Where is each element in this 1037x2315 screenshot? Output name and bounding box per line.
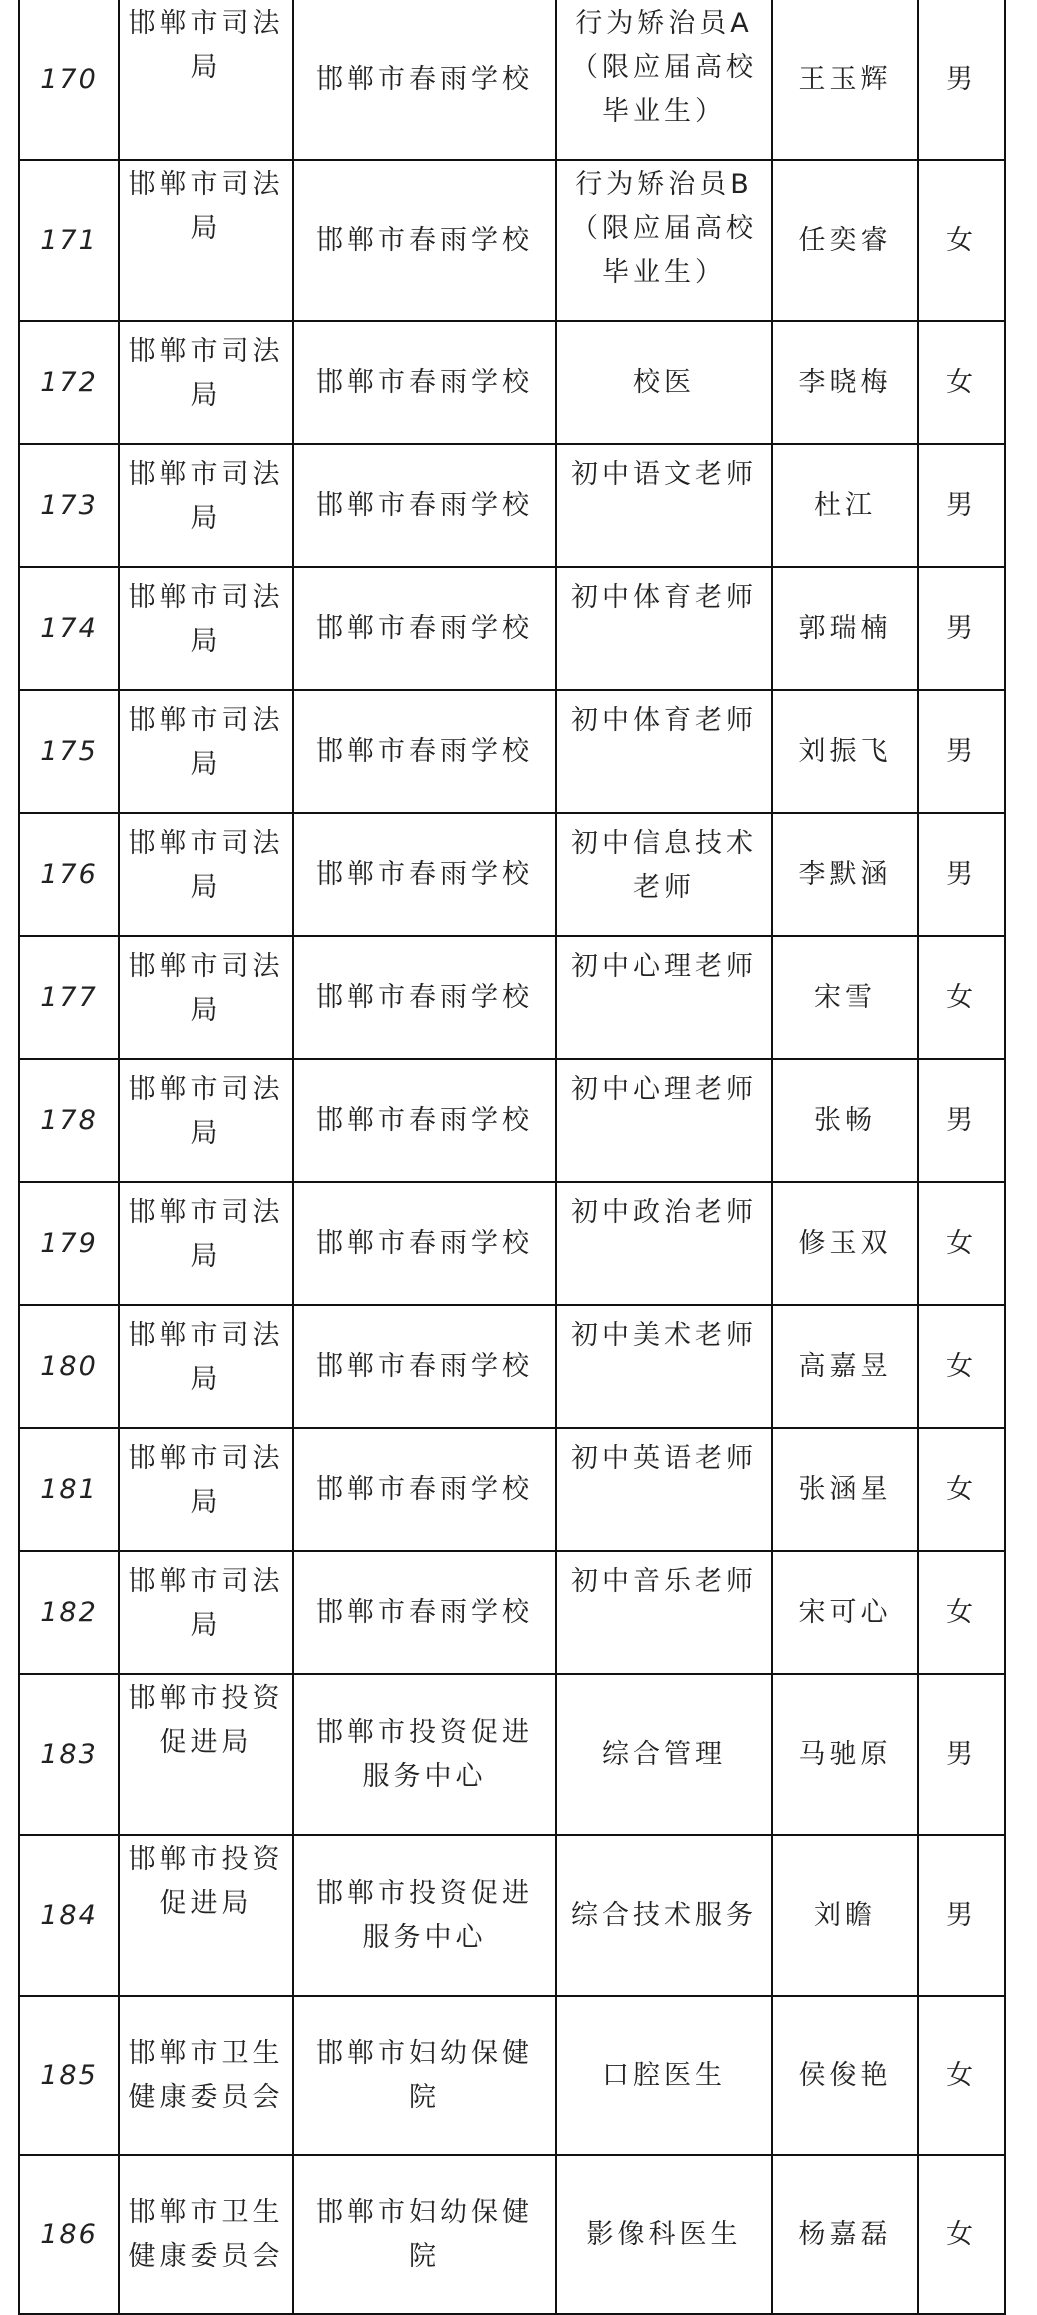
- gender-cell: 男: [918, 1674, 1005, 1835]
- department-cell: 邯郸市司法局: [119, 1059, 293, 1182]
- position-cell: 初中心理老师: [556, 1059, 772, 1182]
- position-cell: 综合技术服务: [556, 1835, 772, 1996]
- name-cell: 马驰原: [772, 1674, 918, 1835]
- position-cell: 初中语文老师: [556, 444, 772, 567]
- name-cell: 宋雪: [772, 936, 918, 1059]
- unit-cell: 邯郸市春雨学校: [293, 321, 556, 444]
- row-number: 176: [19, 813, 119, 936]
- table-row: [19, 1674, 1005, 1835]
- department-cell: 邯郸市卫生健康委员会: [119, 1996, 293, 2155]
- department-cell: 邯郸市司法局: [119, 813, 293, 936]
- row-number: 175: [19, 690, 119, 813]
- unit-cell: 邯郸市春雨学校: [293, 1059, 556, 1182]
- gender-cell: 男: [918, 690, 1005, 813]
- gender-cell: 女: [918, 1428, 1005, 1551]
- row-number: 183: [19, 1674, 119, 1835]
- name-cell: 张畅: [772, 1059, 918, 1182]
- department-cell: 邯郸市司法局: [119, 567, 293, 690]
- unit-cell: 邯郸市春雨学校: [293, 1551, 556, 1674]
- row-number: 178: [19, 1059, 119, 1182]
- row-number: 174: [19, 567, 119, 690]
- table-row: [19, 1428, 1005, 1551]
- position-cell: 初中美术老师: [556, 1305, 772, 1428]
- position-cell: 初中体育老师: [556, 567, 772, 690]
- name-cell: 张涵星: [772, 1428, 918, 1551]
- gender-cell: 女: [918, 321, 1005, 444]
- position-cell: 行为矫治员B（限应届高校毕业生）: [556, 160, 772, 321]
- name-cell: 郭瑞楠: [772, 567, 918, 690]
- name-cell: 高嘉昱: [772, 1305, 918, 1428]
- row-number: 184: [19, 1835, 119, 1996]
- row-number: 170: [19, 0, 119, 160]
- table-row: [19, 160, 1005, 321]
- name-cell: 修玉双: [772, 1182, 918, 1305]
- department-cell: 邯郸市司法局: [119, 936, 293, 1059]
- table-row: [19, 1059, 1005, 1182]
- position-cell: 影像科医生: [556, 2155, 772, 2314]
- department-cell: 邯郸市司法局: [119, 1182, 293, 1305]
- name-cell: 任奕睿: [772, 160, 918, 321]
- table-row: [19, 2155, 1005, 2314]
- row-number: 177: [19, 936, 119, 1059]
- department-cell: 邯郸市司法局: [119, 690, 293, 813]
- name-cell: 杜江: [772, 444, 918, 567]
- gender-cell: 男: [918, 444, 1005, 567]
- table-row: [19, 321, 1005, 444]
- position-cell: 综合管理: [556, 1674, 772, 1835]
- unit-cell: 邯郸市春雨学校: [293, 936, 556, 1059]
- unit-cell: 邯郸市投资促进服务中心: [293, 1674, 556, 1835]
- unit-cell: 邯郸市春雨学校: [293, 690, 556, 813]
- table-row: [19, 1835, 1005, 1996]
- name-cell: 杨嘉磊: [772, 2155, 918, 2314]
- table-row: [19, 690, 1005, 813]
- position-cell: 初中英语老师: [556, 1428, 772, 1551]
- gender-cell: 女: [918, 936, 1005, 1059]
- gender-cell: 女: [918, 2155, 1005, 2314]
- unit-cell: 邯郸市春雨学校: [293, 813, 556, 936]
- row-number: 172: [19, 321, 119, 444]
- table-row: [19, 1182, 1005, 1305]
- name-cell: 侯俊艳: [772, 1996, 918, 2155]
- gender-cell: 女: [918, 160, 1005, 321]
- department-cell: 邯郸市司法局: [119, 321, 293, 444]
- gender-cell: 男: [918, 1835, 1005, 1996]
- table-row: [19, 0, 1005, 160]
- gender-cell: 男: [918, 1059, 1005, 1182]
- department-cell: 邯郸市投资促进局: [119, 1674, 293, 1835]
- position-cell: 行为矫治员A（限应届高校毕业生）: [556, 0, 772, 160]
- roster-table: [18, 0, 1006, 2315]
- position-cell: 初中政治老师: [556, 1182, 772, 1305]
- name-cell: 李晓梅: [772, 321, 918, 444]
- row-number: 186: [19, 2155, 119, 2314]
- gender-cell: 女: [918, 1996, 1005, 2155]
- position-cell: 初中信息技术老师: [556, 813, 772, 936]
- unit-cell: 邯郸市春雨学校: [293, 160, 556, 321]
- table-row: [19, 936, 1005, 1059]
- table-row: [19, 567, 1005, 690]
- row-number: 173: [19, 444, 119, 567]
- department-cell: 邯郸市司法局: [119, 1551, 293, 1674]
- department-cell: 邯郸市司法局: [119, 0, 293, 160]
- department-cell: 邯郸市卫生健康委员会: [119, 2155, 293, 2314]
- department-cell: 邯郸市司法局: [119, 160, 293, 321]
- gender-cell: 女: [918, 1305, 1005, 1428]
- position-cell: 初中体育老师: [556, 690, 772, 813]
- unit-cell: 邯郸市投资促进服务中心: [293, 1835, 556, 1996]
- position-cell: 口腔医生: [556, 1996, 772, 2155]
- name-cell: 宋可心: [772, 1551, 918, 1674]
- table-row: [19, 1305, 1005, 1428]
- unit-cell: 邯郸市春雨学校: [293, 444, 556, 567]
- department-cell: 邯郸市司法局: [119, 1305, 293, 1428]
- gender-cell: 女: [918, 1551, 1005, 1674]
- position-cell: 校医: [556, 321, 772, 444]
- name-cell: 李默涵: [772, 813, 918, 936]
- name-cell: 王玉辉: [772, 0, 918, 160]
- gender-cell: 男: [918, 567, 1005, 690]
- table-row: [19, 1996, 1005, 2155]
- row-number: 182: [19, 1551, 119, 1674]
- table-row: [19, 1551, 1005, 1674]
- gender-cell: 女: [918, 1182, 1005, 1305]
- row-number: 180: [19, 1305, 119, 1428]
- position-cell: 初中心理老师: [556, 936, 772, 1059]
- name-cell: 刘振飞: [772, 690, 918, 813]
- unit-cell: 邯郸市妇幼保健院: [293, 2155, 556, 2314]
- row-number: 181: [19, 1428, 119, 1551]
- unit-cell: 邯郸市妇幼保健院: [293, 1996, 556, 2155]
- department-cell: 邯郸市司法局: [119, 1428, 293, 1551]
- department-cell: 邯郸市司法局: [119, 444, 293, 567]
- row-number: 179: [19, 1182, 119, 1305]
- unit-cell: 邯郸市春雨学校: [293, 1305, 556, 1428]
- table-row: [19, 813, 1005, 936]
- unit-cell: 邯郸市春雨学校: [293, 567, 556, 690]
- name-cell: 刘瞻: [772, 1835, 918, 1996]
- unit-cell: 邯郸市春雨学校: [293, 1182, 556, 1305]
- row-number: 171: [19, 160, 119, 321]
- table-row: [19, 444, 1005, 567]
- gender-cell: 男: [918, 0, 1005, 160]
- unit-cell: 邯郸市春雨学校: [293, 0, 556, 160]
- gender-cell: 男: [918, 813, 1005, 936]
- department-cell: 邯郸市投资促进局: [119, 1835, 293, 1996]
- position-cell: 初中音乐老师: [556, 1551, 772, 1674]
- row-number: 185: [19, 1996, 119, 2155]
- unit-cell: 邯郸市春雨学校: [293, 1428, 556, 1551]
